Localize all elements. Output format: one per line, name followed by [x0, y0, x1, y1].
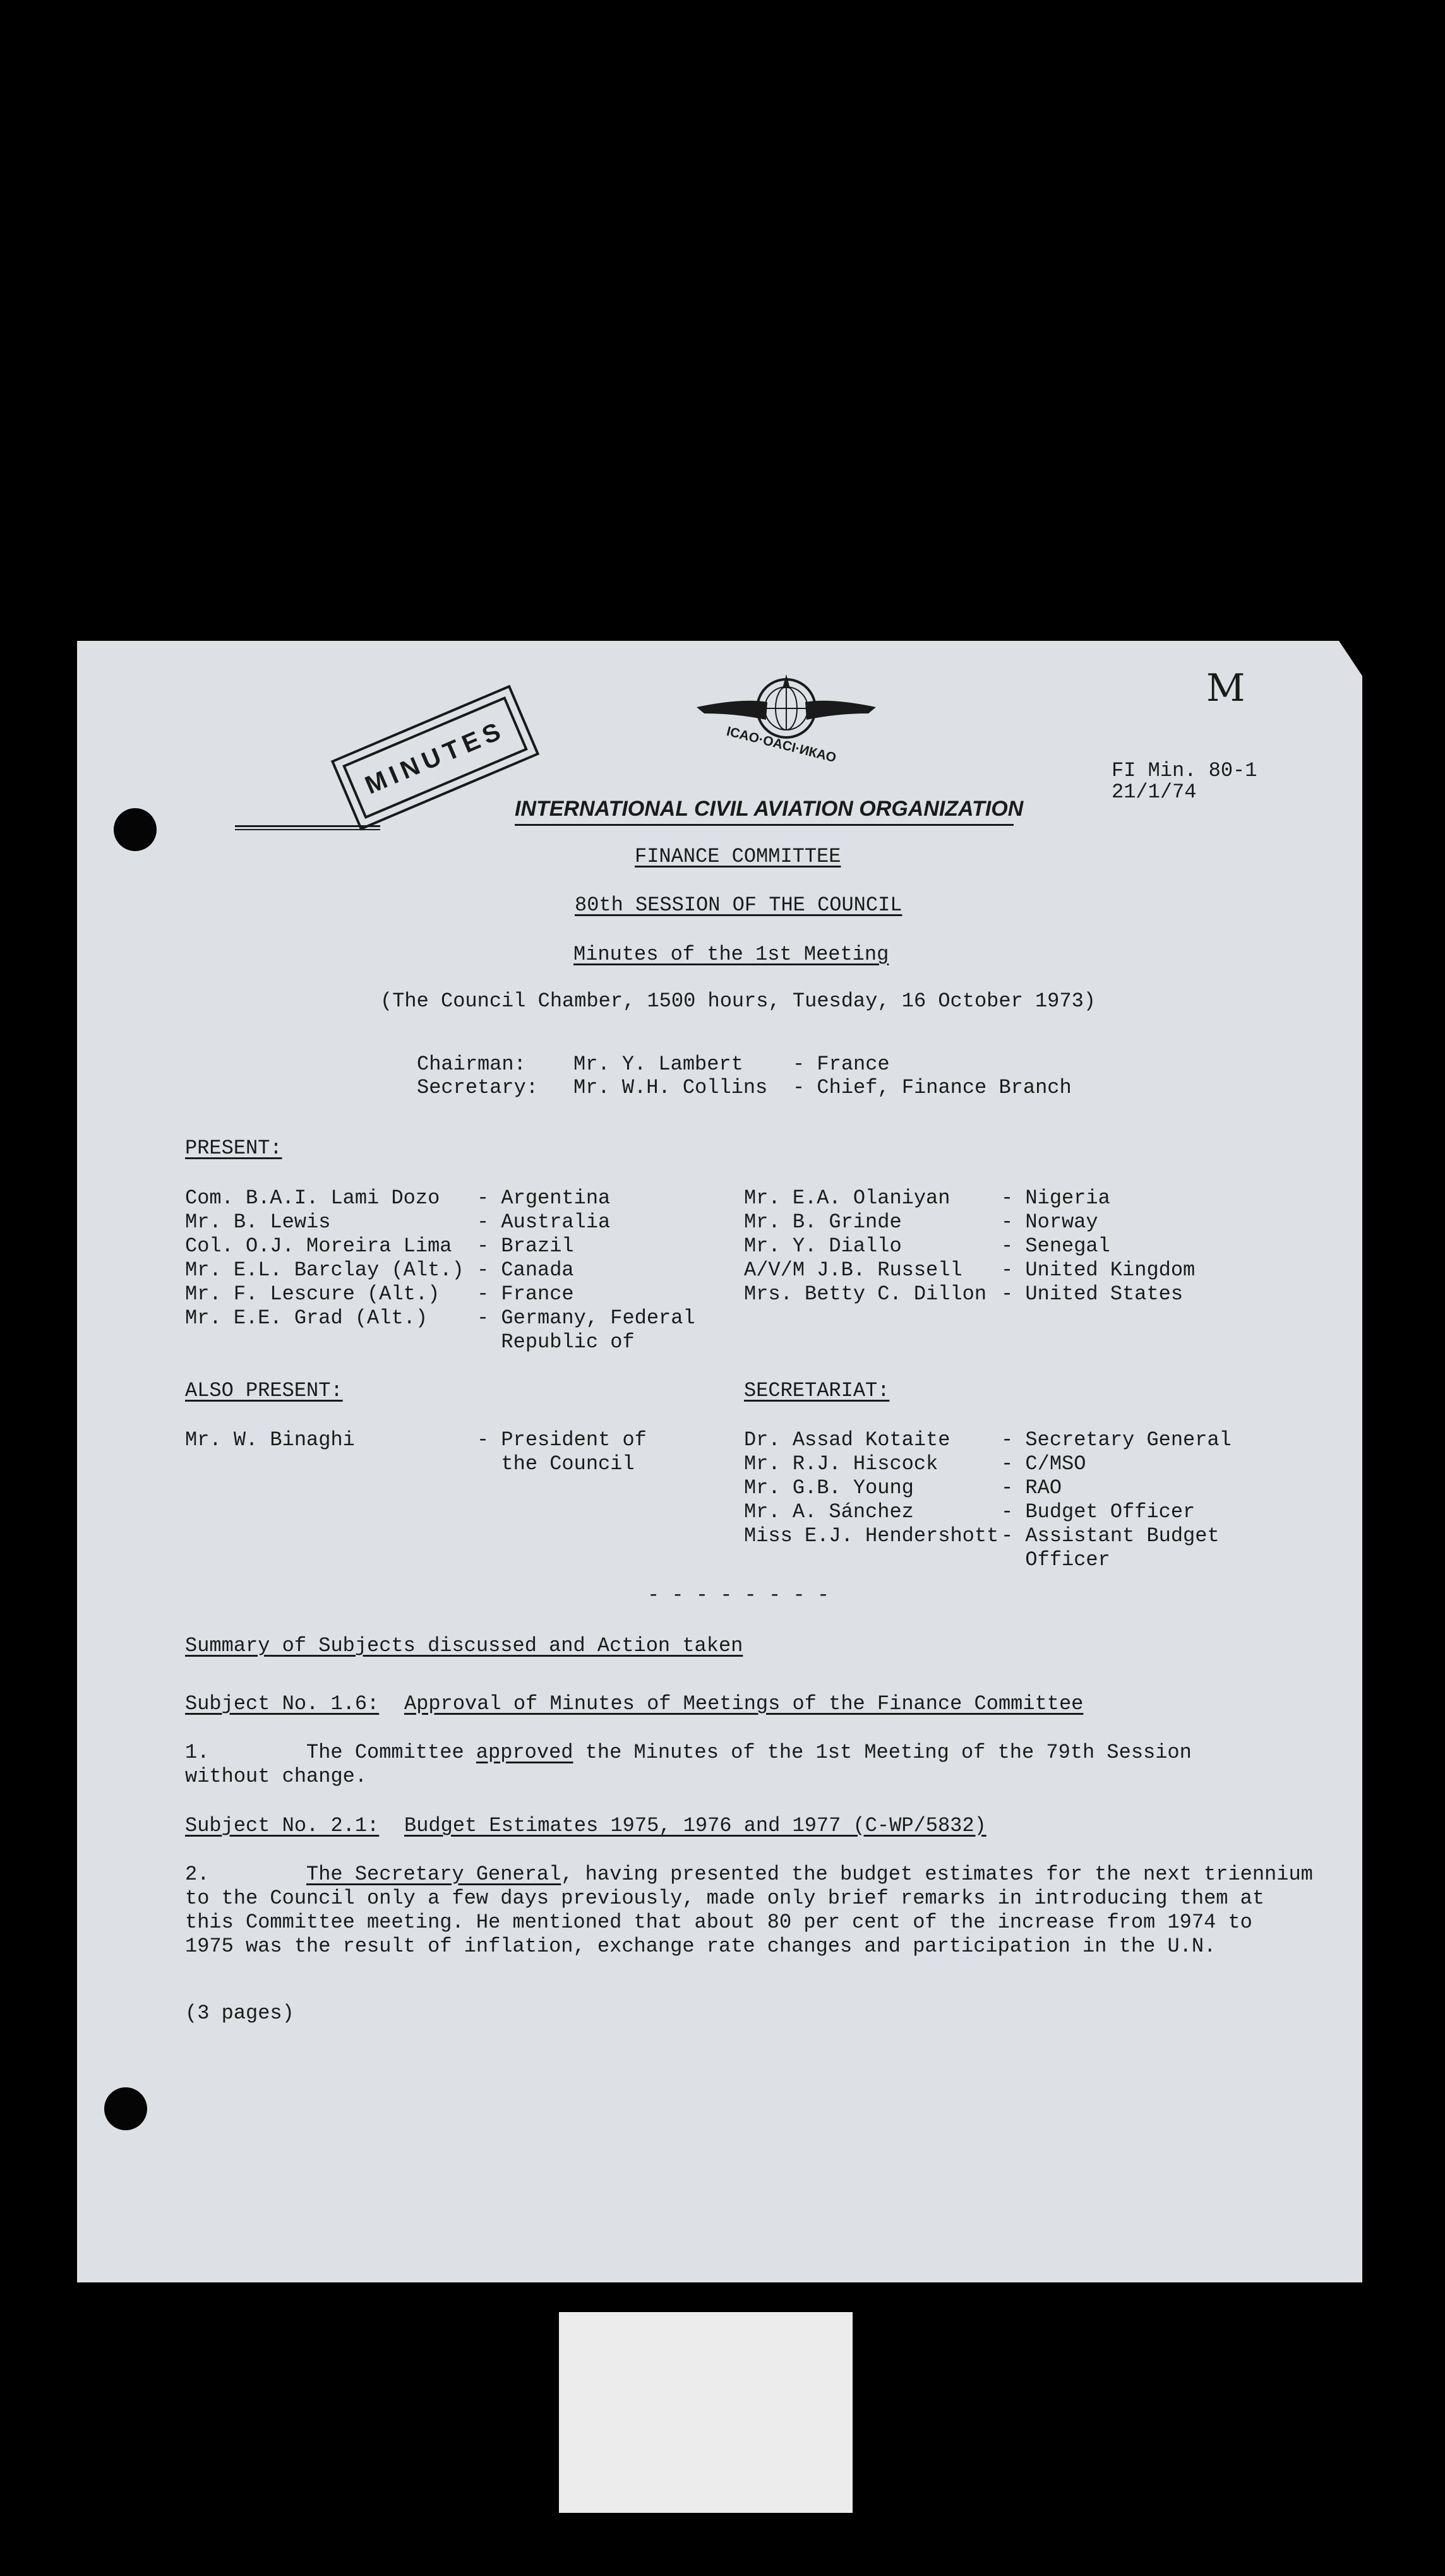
paragraph-2-line1: The Secretary General, having presented the budget estimates for the next triennium: [306, 1863, 1313, 1886]
reference-date: 21/1/74: [1112, 780, 1197, 804]
present-left-country: - Australia: [477, 1210, 611, 1234]
present-left-name: Com. B.A.I. Lami Dozo: [185, 1186, 440, 1210]
committee-title: FINANCE COMMITTEE: [635, 845, 841, 868]
minutes-stamp-text: MINUTES: [342, 696, 528, 819]
subject-2-label: Subject No. 2.1:: [185, 1814, 380, 1837]
present-right-name: Mr. B. Grinde: [744, 1210, 902, 1234]
present-left-name: Col. O.J. Moreira Lima: [185, 1234, 452, 1258]
chairman-name: Mr. Y. Lambert: [573, 1052, 743, 1076]
present-left-country: - France: [477, 1282, 574, 1306]
also-present-role-cont: the Council: [477, 1452, 635, 1476]
page-count: (3 pages): [185, 2001, 294, 2025]
organization-name: INTERNATIONAL CIVIL AVIATION ORGANIZATION: [515, 797, 1024, 821]
subject-1-label: Subject No. 1.6:: [185, 1692, 380, 1715]
folded-corner: [1339, 641, 1364, 679]
secretariat-name: Miss E.J. Hendershott: [744, 1524, 999, 1547]
present-left-country-cont: Republic of: [477, 1330, 635, 1354]
summary-heading: Summary of Subjects discussed and Action taken: [185, 1634, 743, 1657]
chairman-role: Chairman:: [417, 1052, 526, 1076]
reference-number: FI Min. 80-1: [1112, 759, 1257, 782]
present-right-country: - United Kingdom: [1001, 1258, 1196, 1282]
secretariat-name: Mr. A. Sánchez: [744, 1500, 914, 1524]
session-title: 80th SESSION OF THE COUNCIL: [575, 893, 902, 917]
present-left-country: - Germany, Federal: [477, 1306, 695, 1330]
meeting-venue: (The Council Chamber, 1500 hours, Tuesday, 16 October 1973): [380, 989, 1096, 1013]
secretary-role: Secretary:: [417, 1076, 539, 1099]
secretariat-role: - Budget Officer: [1001, 1500, 1196, 1524]
secretary-name: Mr. W.H. Collins: [573, 1076, 768, 1099]
chairman-detail: - France: [793, 1052, 890, 1076]
present-left-name: Mr. E.E. Grad (Alt.): [185, 1306, 428, 1330]
also-present-role: - President of: [477, 1428, 647, 1452]
paragraph-2-line4: 1975 was the result of inflation, exchange rate changes and participation in the U.N.: [185, 1935, 1216, 1958]
section-divider: - - - - - - - -: [647, 1583, 830, 1607]
icao-emblem-icon: [692, 669, 881, 783]
document-page: [77, 641, 1362, 2282]
present-right-country: - United States: [1001, 1282, 1184, 1306]
secretariat-role: - Secretary General: [1001, 1428, 1232, 1452]
subject-1-title: Approval of Minutes of Meetings of the Finance Committee: [404, 1692, 1084, 1715]
icao-ring-text: ICAO·OACI·ИКАО: [724, 724, 838, 766]
present-heading: PRESENT:: [185, 1136, 282, 1160]
present-left-name: Mr. E.L. Barclay (Alt.): [185, 1258, 464, 1282]
paragraph-1-line1: The Committee approved the Minutes of the 1st Meeting of the 79th Session: [306, 1741, 1192, 1764]
present-right-name: Mr. E.A. Olaniyan: [744, 1186, 950, 1210]
present-right-name: Mrs. Betty C. Dillon: [744, 1282, 987, 1306]
subject-2-title: Budget Estimates 1975, 1976 and 1977 (C-WP/5832): [404, 1814, 986, 1837]
present-left-country: - Brazil: [477, 1234, 574, 1258]
also-present-heading: ALSO PRESENT:: [185, 1379, 343, 1402]
punch-hole-top: [114, 808, 157, 851]
present-right-country: - Norway: [1001, 1210, 1098, 1234]
present-right-name: Mr. Y. Diallo: [744, 1234, 902, 1258]
paragraph-1-number: 1.: [185, 1741, 210, 1764]
secretariat-role: - Assistant Budget: [1001, 1524, 1220, 1547]
film-label-slip: [559, 2312, 853, 2513]
header-rule-left-2: [235, 829, 380, 830]
secretariat-role-cont: Officer: [1001, 1548, 1110, 1571]
secretariat-name: Mr. G.B. Young: [744, 1476, 914, 1500]
paragraph-1-line2: without change.: [185, 1765, 368, 1788]
secretariat-role: - RAO: [1001, 1476, 1062, 1500]
also-present-name: Mr. W. Binaghi: [185, 1428, 355, 1452]
paragraph-2-line3: this Committee meeting. He mentioned that about 80 per cent of the increase from 1974 to: [185, 1911, 1252, 1934]
secretariat-name: Mr. R.J. Hiscock: [744, 1452, 938, 1476]
present-right-country: - Senegal: [1001, 1234, 1110, 1258]
secretariat-name: Dr. Assad Kotaite: [744, 1428, 950, 1452]
present-left-name: Mr. B. Lewis: [185, 1210, 331, 1234]
present-left-country: - Canada: [477, 1258, 574, 1282]
secretary-detail: - Chief, Finance Branch: [793, 1076, 1072, 1099]
present-left-name: Mr. F. Lescure (Alt.): [185, 1282, 440, 1306]
paragraph-2-number: 2.: [185, 1863, 210, 1886]
secretariat-heading: SECRETARIAT:: [744, 1379, 890, 1402]
handwritten-mark: M: [1206, 666, 1245, 710]
organization-underline: [515, 824, 1014, 826]
present-right-country: - Nigeria: [1001, 1186, 1110, 1210]
punch-hole-bottom: [104, 2087, 147, 2130]
present-right-name: A/V/M J.B. Russell: [744, 1258, 962, 1282]
minutes-title: Minutes of the 1st Meeting: [573, 943, 889, 966]
paragraph-2-line2: to the Council only a few days previously, made only brief remarks in introducing them at: [185, 1887, 1265, 1910]
secretariat-role: - C/MSO: [1001, 1452, 1086, 1476]
header-rule-left: [235, 825, 380, 827]
present-left-country: - Argentina: [477, 1186, 611, 1210]
